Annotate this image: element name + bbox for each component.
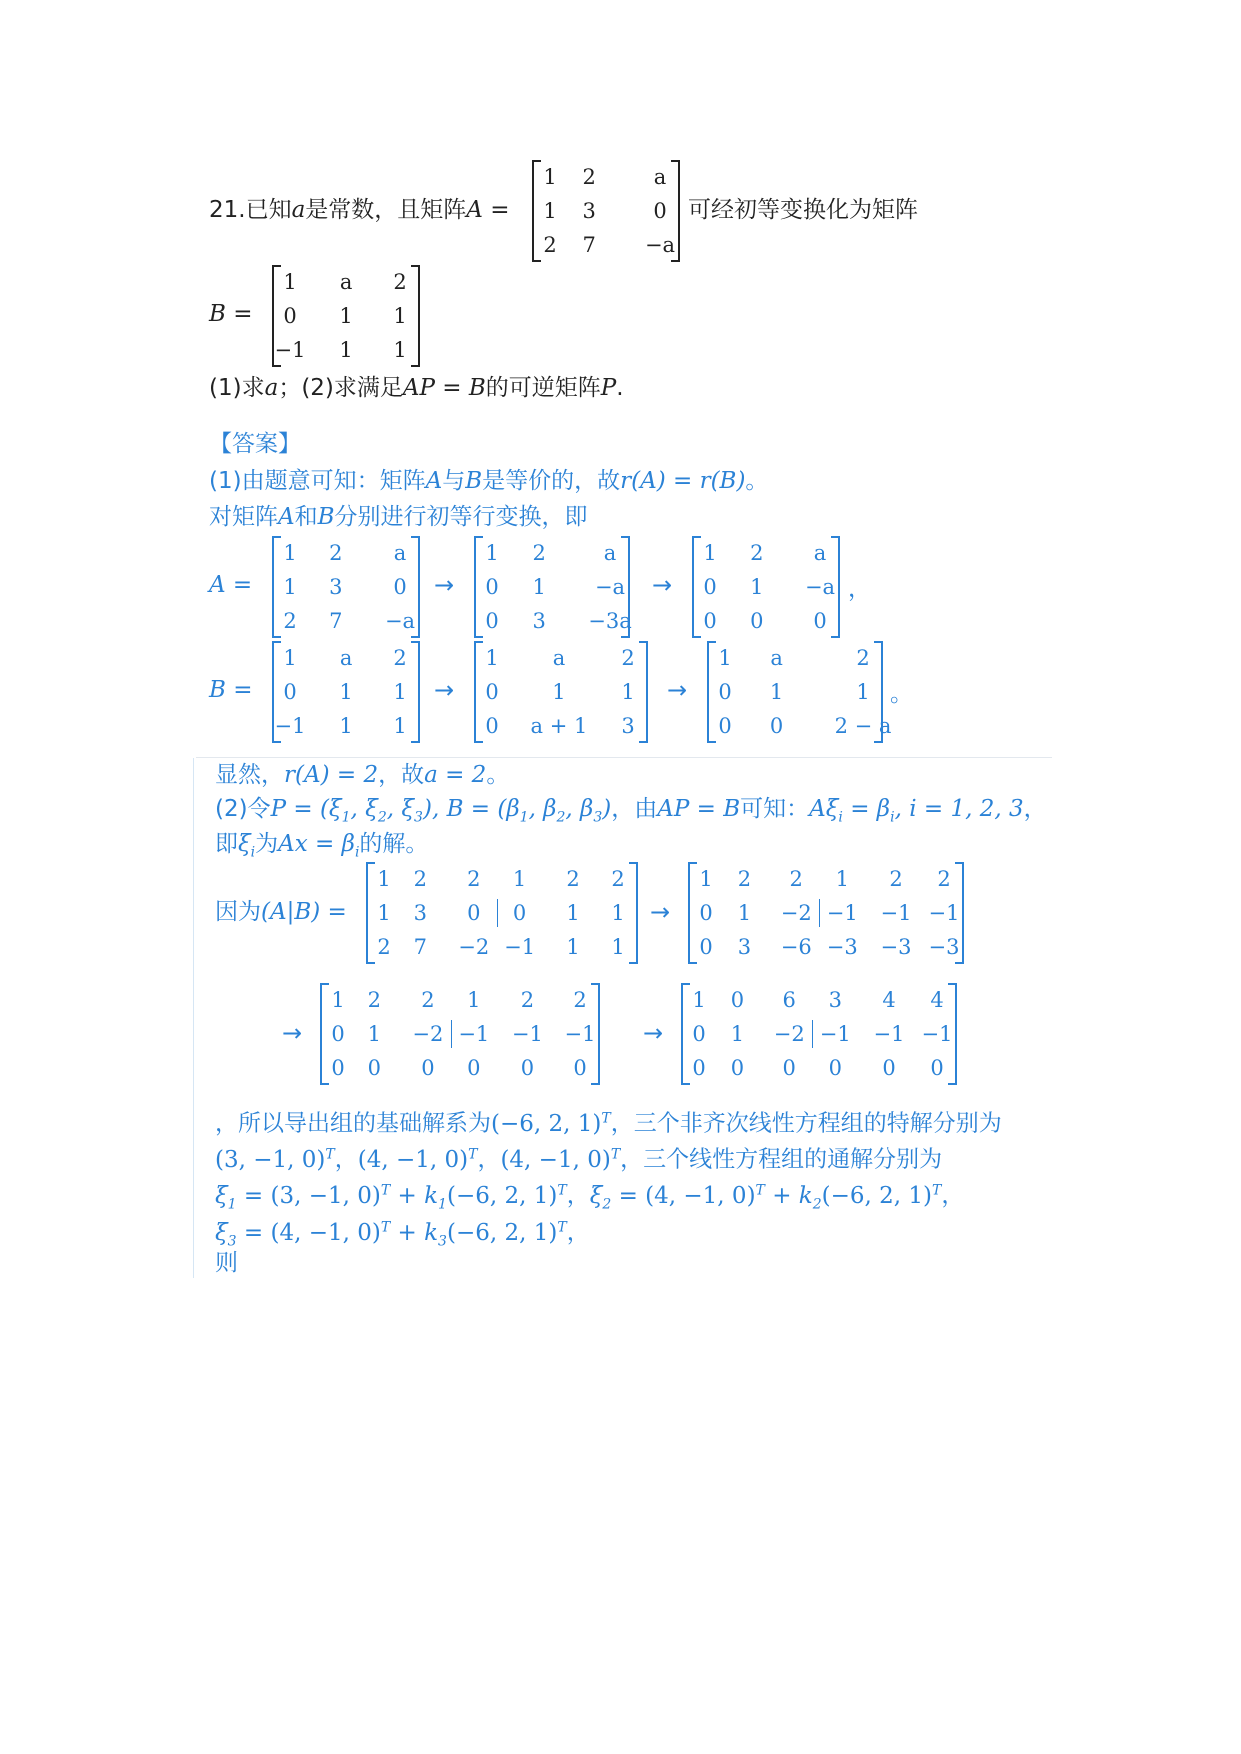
answer-line-9: $\xi_3 = (4$, −1, $0)^T + k_3(-6$, 2, 1)$^T$，	[215, 1219, 590, 1250]
matrix-AB-step3	[681, 983, 957, 1085]
matrix-A-step2	[692, 536, 840, 638]
matrix-cell: 0	[730, 988, 745, 1012]
matrix-cell: 1	[393, 680, 407, 704]
left-bracket	[272, 536, 281, 638]
matrix-cell: 1	[377, 901, 391, 925]
matrix-cell: 0	[750, 609, 764, 633]
matrix-cell: 2 − a	[834, 714, 892, 738]
matrix-cell: 2	[543, 233, 557, 257]
matrix-cell: 2	[283, 609, 297, 633]
matrix-cell: a	[552, 646, 566, 670]
augment-divider	[819, 899, 820, 927]
matrix-cell: −2	[458, 935, 490, 959]
matrix-cell: 1	[621, 680, 635, 704]
matrix-cell: a + 1	[530, 714, 588, 738]
answer-line-5: 即$\xi_i$为$Ax = \beta_i$的解。	[215, 831, 429, 861]
matrix-A-step0	[272, 536, 420, 638]
matrix-cell: 2	[566, 867, 580, 891]
matrix-B-step0	[272, 641, 420, 743]
matrix-cell: 1	[393, 304, 407, 328]
matrix-cell: 0	[703, 609, 717, 633]
answer-line-4: (2)令$P = (\xi_1$, $\xi_2$, $\xi_3$), $B = (\beta_1$, $\beta_2$, $\beta_3$)，由AP = B可知：$A\xi_i = \beta_i$, i = 1, 2, 3，	[215, 796, 1047, 826]
matrix-cell: 1	[377, 867, 391, 891]
matrix-cell: 0	[283, 680, 297, 704]
right-bracket	[411, 265, 420, 367]
matrix-cell: 1	[552, 680, 566, 704]
matrix-cell: 4	[930, 988, 944, 1012]
matrix-cell: 1	[339, 304, 353, 328]
matrix-cell: 1	[283, 270, 297, 294]
matrix-cell: 4	[882, 988, 896, 1012]
augment-divider	[497, 899, 498, 927]
answer-line-10: 则	[215, 1250, 238, 1276]
divider	[196, 757, 1052, 758]
matrix-cell: 0	[769, 714, 784, 738]
matrix-cell: 1	[339, 714, 353, 738]
answer-heading: 【答案】	[209, 431, 301, 457]
matrix-cell: 1	[566, 935, 580, 959]
matrix-cell: 3	[828, 988, 842, 1012]
matrix-cell: −a	[804, 575, 836, 599]
matrix-cell: −1	[274, 338, 306, 362]
matrix-cell: 0	[782, 1056, 796, 1080]
matrix-cell: 1	[485, 646, 499, 670]
right-bracket	[411, 641, 420, 743]
matrix-cell: 3	[621, 714, 635, 738]
matrix-cell: 7	[582, 233, 596, 257]
matrix-cell: 1	[769, 680, 784, 704]
answer-line-3: 显然，r(A) = 2，故a = 2。	[215, 762, 510, 788]
matrix-cell: 2	[611, 867, 625, 891]
matrix-cell: 0	[828, 1056, 842, 1080]
period: 。	[890, 681, 913, 707]
answer-line-1: (1)由题意可知：矩阵A与B是等价的，故r(A) = r(B)。	[209, 468, 769, 494]
matrix-cell: 1	[611, 935, 625, 959]
matrix-cell: 0	[367, 1056, 382, 1080]
matrix-B-label: B =	[209, 301, 253, 327]
matrix-cell: 2	[750, 541, 764, 565]
matrix-cell: 1	[730, 1022, 745, 1046]
matrix-cell: 0	[393, 575, 407, 599]
matrix-cell: 0	[467, 901, 481, 925]
matrix-cell: 2	[573, 988, 587, 1012]
A-equals-label: A =	[209, 572, 253, 598]
matrix-cell: 1	[283, 646, 297, 670]
matrix-cell: −1	[458, 1022, 490, 1046]
arrow-icon: →	[667, 676, 688, 704]
matrix-cell: a	[603, 541, 617, 565]
arrow-icon: →	[650, 898, 671, 926]
left-bracket	[707, 641, 716, 743]
matrix-cell: 2	[520, 988, 535, 1012]
augmented-label: 因为(A|B) =	[215, 899, 347, 925]
matrix-cell: 0	[331, 1056, 345, 1080]
matrix-cell: 0	[485, 680, 499, 704]
matrix-cell: a	[339, 270, 353, 294]
matrix-cell: 0	[283, 304, 297, 328]
matrix-cell: −1	[511, 1022, 543, 1046]
matrix-AB-step1	[688, 862, 964, 964]
arrow-icon: →	[434, 676, 455, 704]
matrix-cell: 1	[485, 541, 499, 565]
question-parts: (1)求a；(2)求满足AP = B的可逆矩阵P.	[209, 375, 624, 401]
right-bracket	[629, 862, 638, 964]
left-bracket	[681, 983, 690, 1085]
matrix-cell: 1	[737, 901, 752, 925]
question-number: 21.	[209, 197, 246, 223]
matrix-cell: 0	[718, 714, 732, 738]
matrix-cell: 1	[835, 867, 849, 891]
matrix-cell: 2	[889, 867, 903, 891]
augment-divider	[812, 1020, 813, 1048]
question-line-1: 21.已知a是常数，且矩阵A =	[209, 197, 510, 223]
matrix-cell: 2	[367, 988, 382, 1012]
left-bracket	[366, 862, 375, 964]
matrix-cell: 3	[582, 199, 596, 223]
answer-line-7: (3, −1, 0)$^T$，(4, −1, 0)$^T$，(4, −1, 0)$^T$，三个线性方程组的通解分别为	[215, 1146, 943, 1173]
matrix-cell: a	[813, 541, 827, 565]
matrix-cell: 0	[930, 1056, 944, 1080]
matrix-cell: 0	[467, 1056, 481, 1080]
arrow-icon: →	[434, 571, 455, 599]
matrix-cell: 2	[393, 646, 407, 670]
matrix-cell: 0	[485, 714, 499, 738]
matrix-cell: a	[393, 541, 407, 565]
matrix-cell: 2	[377, 935, 391, 959]
matrix-cell: −2	[780, 901, 812, 925]
comma: ，	[848, 576, 871, 602]
matrix-cell: −3	[880, 935, 912, 959]
matrix-cell: −1	[504, 935, 536, 959]
matrix-cell: 7	[413, 935, 427, 959]
matrix-cell: 2	[621, 646, 635, 670]
matrix-cell: −3a	[588, 609, 632, 633]
matrix-cell: −1	[928, 901, 960, 925]
matrix-cell: 0	[692, 1056, 706, 1080]
matrix-cell: 0	[813, 609, 827, 633]
matrix-cell: 1	[566, 901, 580, 925]
arrow-icon: →	[643, 1019, 664, 1047]
matrix-A-step1	[474, 536, 630, 638]
matrix-cell: 6	[782, 988, 796, 1012]
matrix-cell: 0	[653, 199, 667, 223]
matrix-B-step1	[474, 641, 648, 743]
matrix-cell: −3	[928, 935, 960, 959]
matrix-cell: 7	[329, 609, 343, 633]
matrix-cell: −1	[921, 1022, 953, 1046]
matrix-cell: 1	[543, 199, 557, 223]
matrix-cell: 2	[737, 867, 752, 891]
matrix-cell: 1	[543, 165, 557, 189]
matrix-cell: 0	[512, 901, 527, 925]
B-equals-label: B =	[209, 677, 253, 703]
matrix-cell: −1	[274, 714, 306, 738]
matrix-cell: 2	[421, 988, 435, 1012]
matrix-cell: 3	[329, 575, 343, 599]
matrix-cell: 2	[467, 867, 481, 891]
matrix-B	[272, 265, 420, 367]
matrix-AB-step2	[320, 983, 600, 1085]
matrix-AB-step0	[366, 862, 638, 964]
matrix-cell: 1	[331, 988, 345, 1012]
matrix-cell: a	[339, 646, 353, 670]
left-bracket	[692, 536, 701, 638]
matrix-cell: 0	[882, 1056, 896, 1080]
matrix-cell: 1	[512, 867, 527, 891]
matrix-cell: 0	[730, 1056, 745, 1080]
matrix-cell: 2	[582, 165, 596, 189]
matrix-cell: −a	[594, 575, 626, 599]
right-bracket	[639, 641, 648, 743]
matrix-cell: −2	[412, 1022, 444, 1046]
matrix-cell: a	[653, 165, 667, 189]
matrix-cell: −2	[773, 1022, 805, 1046]
matrix-cell: 1	[611, 901, 625, 925]
matrix-cell: −a	[384, 609, 416, 633]
matrix-cell: −1	[564, 1022, 596, 1046]
blockquote-bar	[193, 758, 194, 1278]
matrix-cell: −1	[873, 1022, 905, 1046]
matrix-cell: −6	[780, 935, 812, 959]
matrix-cell: 0	[718, 680, 732, 704]
matrix-cell: 2	[532, 541, 546, 565]
matrix-cell: 0	[699, 901, 713, 925]
augment-divider	[451, 1020, 452, 1048]
matrix-cell: 0	[703, 575, 717, 599]
matrix-cell: 1	[467, 988, 481, 1012]
matrix-cell: 2	[393, 270, 407, 294]
matrix-cell: 2	[329, 541, 343, 565]
matrix-cell: −3	[826, 935, 858, 959]
matrix-cell: 1	[367, 1022, 382, 1046]
matrix-cell: 2	[856, 646, 870, 670]
matrix-cell: 3	[413, 901, 427, 925]
answer-line-8: $\xi_1 = (3$, −1, $0)^T + k_1(-6$, 2, 1)$^T$，$\xi_2 = (4$, −1, $0)^T + k_2(-6$, 2, 1)$^T$，	[215, 1182, 965, 1213]
matrix-A	[532, 160, 680, 262]
matrix-cell: 1	[718, 646, 732, 670]
answer-line-2: 对矩阵A和B分别进行初等行变换，即	[209, 504, 588, 530]
matrix-cell: −1	[880, 901, 912, 925]
matrix-cell: 1	[339, 680, 353, 704]
matrix-cell: −a	[644, 233, 676, 257]
matrix-cell: 0	[573, 1056, 587, 1080]
matrix-cell: 0	[520, 1056, 535, 1080]
matrix-cell: 1	[339, 338, 353, 362]
matrix-cell: 0	[421, 1056, 435, 1080]
left-bracket	[474, 536, 483, 638]
matrix-cell: 3	[532, 609, 546, 633]
matrix-cell: 1	[856, 680, 870, 704]
matrix-cell: 1	[393, 338, 407, 362]
left-bracket	[532, 160, 541, 262]
matrix-cell: 0	[331, 1022, 345, 1046]
left-bracket	[474, 641, 483, 743]
matrix-cell: 2	[937, 867, 951, 891]
matrix-B-step2	[707, 641, 892, 743]
matrix-cell: 1	[750, 575, 764, 599]
matrix-cell: 0	[485, 609, 499, 633]
matrix-cell: −1	[826, 901, 858, 925]
matrix-cell: 1	[532, 575, 546, 599]
matrix-cell: 2	[413, 867, 427, 891]
matrix-cell: a	[770, 646, 783, 670]
matrix-cell: 2	[789, 867, 803, 891]
arrow-icon: →	[282, 1019, 303, 1047]
matrix-cell: 0	[692, 1022, 706, 1046]
matrix-cell: 1	[283, 541, 297, 565]
question-line-1-tail: 可经初等变换化为矩阵	[688, 197, 918, 223]
matrix-cell: 1	[703, 541, 717, 565]
arrow-icon: →	[652, 571, 673, 599]
matrix-cell: 1	[692, 988, 706, 1012]
matrix-cell: 3	[737, 935, 752, 959]
left-bracket	[320, 983, 329, 1085]
matrix-cell: 1	[699, 867, 713, 891]
answer-line-6: ，所以导出组的基础解系为(−6, 2, 1)$^T$，三个非齐次线性方程组的特解分别为	[215, 1110, 1002, 1137]
matrix-cell: −1	[819, 1022, 851, 1046]
matrix-cell: 1	[283, 575, 297, 599]
left-bracket	[688, 862, 697, 964]
matrix-cell: 0	[699, 935, 713, 959]
matrix-cell: 1	[393, 714, 407, 738]
matrix-cell: 0	[485, 575, 499, 599]
